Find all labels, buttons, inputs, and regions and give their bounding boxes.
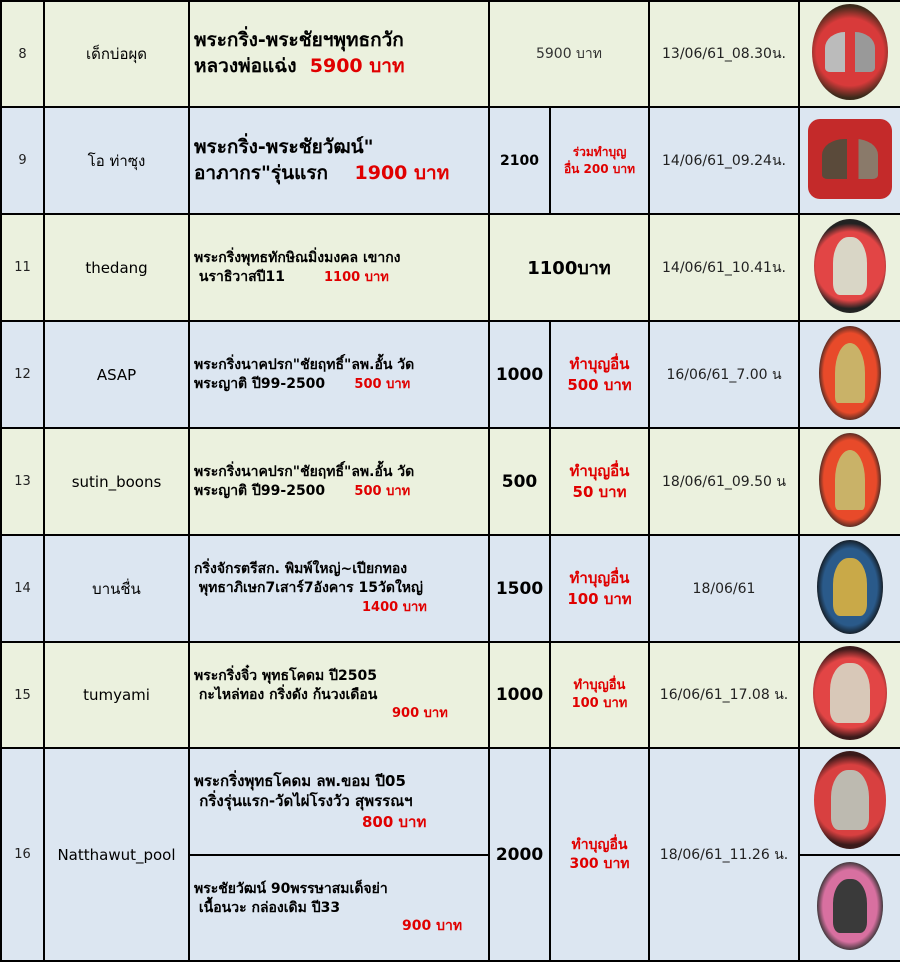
bidder-name: โอ ท่าซุง [44,107,189,214]
bid-amount: 2100 [489,107,550,214]
bidder-name: ASAP [44,321,189,428]
naga-buddha-amulet-icon [819,326,881,420]
item-description [189,428,489,535]
bid-date: 18/06/61_11.26 น. [649,748,799,961]
bidder-name: Natthawut_pool [44,748,189,961]
desc-line: พระกริ่งจิ๋ว พุทธโคดม ปี2505 [194,667,377,684]
donation-line: ทำบุญอื่น [569,355,630,374]
item-price: 5900 บาท [309,55,405,77]
table-row [1,748,900,855]
desc-line: พุทธาภิเษก7เสาร์7อังคาร 15วัดใหญ่ [198,580,423,597]
table-row [1,107,900,214]
bid-amount: 5900 บาท [489,1,649,107]
donation-line: 500 บาท [567,375,632,394]
desc-line: พระกริ่ง-พระชัยฯพุทธกวัก [194,29,404,52]
item-description [189,855,489,961]
row-number: 9 [1,107,44,214]
desc-line: หลวงพ่อแฉ่ง [194,55,297,77]
donation-note [550,321,649,428]
table-row [1,642,900,748]
bid-date: 14/06/61_09.24น. [649,107,799,214]
donation-line: ทำบุญอื่น [569,462,630,481]
desc-line: พระกริ่งพุทธทักษิณมิ่งมงคล เขากง [194,249,401,266]
desc-line: พระญาติ ปี99-2500 [194,482,326,499]
donation-line: 50 บาท [572,482,627,501]
desc-line: นราธิวาสปี11 [198,268,286,285]
item-price: 1900 บาท [354,161,450,184]
row-number: 14 [1,535,44,642]
row-number: 11 [1,214,44,321]
bid-date: 16/06/61_7.00 น [649,321,799,428]
item-price: 500 บาท [354,376,411,392]
bid-date: 13/06/61_08.30น. [649,1,799,107]
table-row [1,321,900,428]
item-thumbnail [799,321,900,428]
row-number: 13 [1,428,44,535]
amulet-pair-icon [812,4,888,100]
item-description [189,535,489,642]
item-thumbnail [799,855,900,961]
item-price: 500 บาท [354,483,411,499]
bid-date: 18/06/61 [649,535,799,642]
item-thumbnail [799,1,900,107]
row-number: 8 [1,1,44,107]
bid-date: 16/06/61_17.08 น. [649,642,799,748]
desc-line: พระชัยวัฒน์ 90พรรษาสมเด็จย่า [194,880,388,897]
item-description [189,1,489,107]
donation-line: 100 บาท [571,696,628,711]
item-price: 800 บาท [362,812,427,831]
table-row [1,428,900,535]
donation-line: ร่วมทำบุญ [572,145,627,160]
desc-line: พระญาติ ปี99-2500 [194,375,326,392]
donation-line: 100 บาท [567,589,632,608]
donation-line: ทำบุญอื่น [573,678,626,694]
table-row [1,535,900,642]
donation-note [550,535,649,642]
bid-date: 18/06/61_09.50 น [649,428,799,535]
bidder-name: sutin_boons [44,428,189,535]
item-description [189,107,489,214]
donation-note [550,748,649,961]
donation-note [550,107,649,214]
row-number: 12 [1,321,44,428]
desc-line: กะไหล่ทอง กริ่งดัง ก้นวงเดือน [198,686,378,703]
desc-line: เนื้อนวะ กล่องเดิม ปี33 [198,899,341,916]
item-description [189,321,489,428]
item-thumbnail [799,107,900,214]
donation-note [550,428,649,535]
item-price: 900 บาท [402,918,463,935]
buddha-amulet-icon [817,540,883,634]
item-thumbnail [799,535,900,642]
table-row [1,214,900,321]
donation-note [550,642,649,748]
desc-line: พระกริ่งนาคปรก"ชัยฤทธิ์"ลพ.อั้น วัด [194,463,415,480]
buddha-amulet-icon [814,219,886,313]
bidder-name: เด็กบ่อผุด [44,1,189,107]
item-thumbnail [799,428,900,535]
bid-amount: 1000 [489,321,550,428]
donation-line: ทำบุญอื่น [571,836,628,853]
desc-line: กริ่งรุ่นแรก-วัดไผ่โรงวัว สุพรรณฯ [199,792,413,811]
donation-line: ทำบุญอื่น [569,569,630,588]
desc-line: กริ่งจักรตรีสก. พิมพ์ใหญ่~เปียกทอง [194,561,408,578]
bid-amount: 1100บาท [489,214,649,321]
bid-amount: 2000 [489,748,550,961]
item-description [189,748,489,855]
row-number: 15 [1,642,44,748]
item-price: 1100 บาท [324,269,389,285]
row-number: 16 [1,748,44,961]
item-description [189,214,489,321]
item-description [189,642,489,748]
donation-line: 300 บาท [569,855,630,872]
donation-line: อื่น 200 บาท [563,161,636,176]
desc-line: พระกริ่ง-พระชัยวัฒน์" [194,135,374,158]
bid-amount: 1000 [489,642,550,748]
table-row [1,1,900,107]
item-price: 900 บาท [392,706,448,722]
buddha-amulet-icon [813,646,887,740]
naga-buddha-amulet-icon [819,433,881,527]
item-thumbnail [799,214,900,321]
desc-line: พระกริ่งพุทธโคดม ลพ.ขอม ปี05 [194,772,406,791]
item-thumbnail [799,748,900,855]
item-thumbnail [799,642,900,748]
amulet-pair-icon [808,119,892,199]
bid-amount: 500 [489,428,550,535]
bidder-name: บานชื่น [44,535,189,642]
buddha-amulet-icon [817,862,883,950]
desc-line: พระกริ่งนาคปรก"ชัยฤทธิ์"ลพ.อั้น วัด [194,356,415,373]
bid-date: 14/06/61_10.41น. [649,214,799,321]
buddha-amulet-icon [814,751,886,849]
bidder-name: tumyami [44,642,189,748]
desc-line: อาภากร"รุ่นแรก [194,161,329,184]
bidder-name: thedang [44,214,189,321]
bid-amount: 1500 [489,535,550,642]
item-price: 1400 บาท [362,599,427,615]
